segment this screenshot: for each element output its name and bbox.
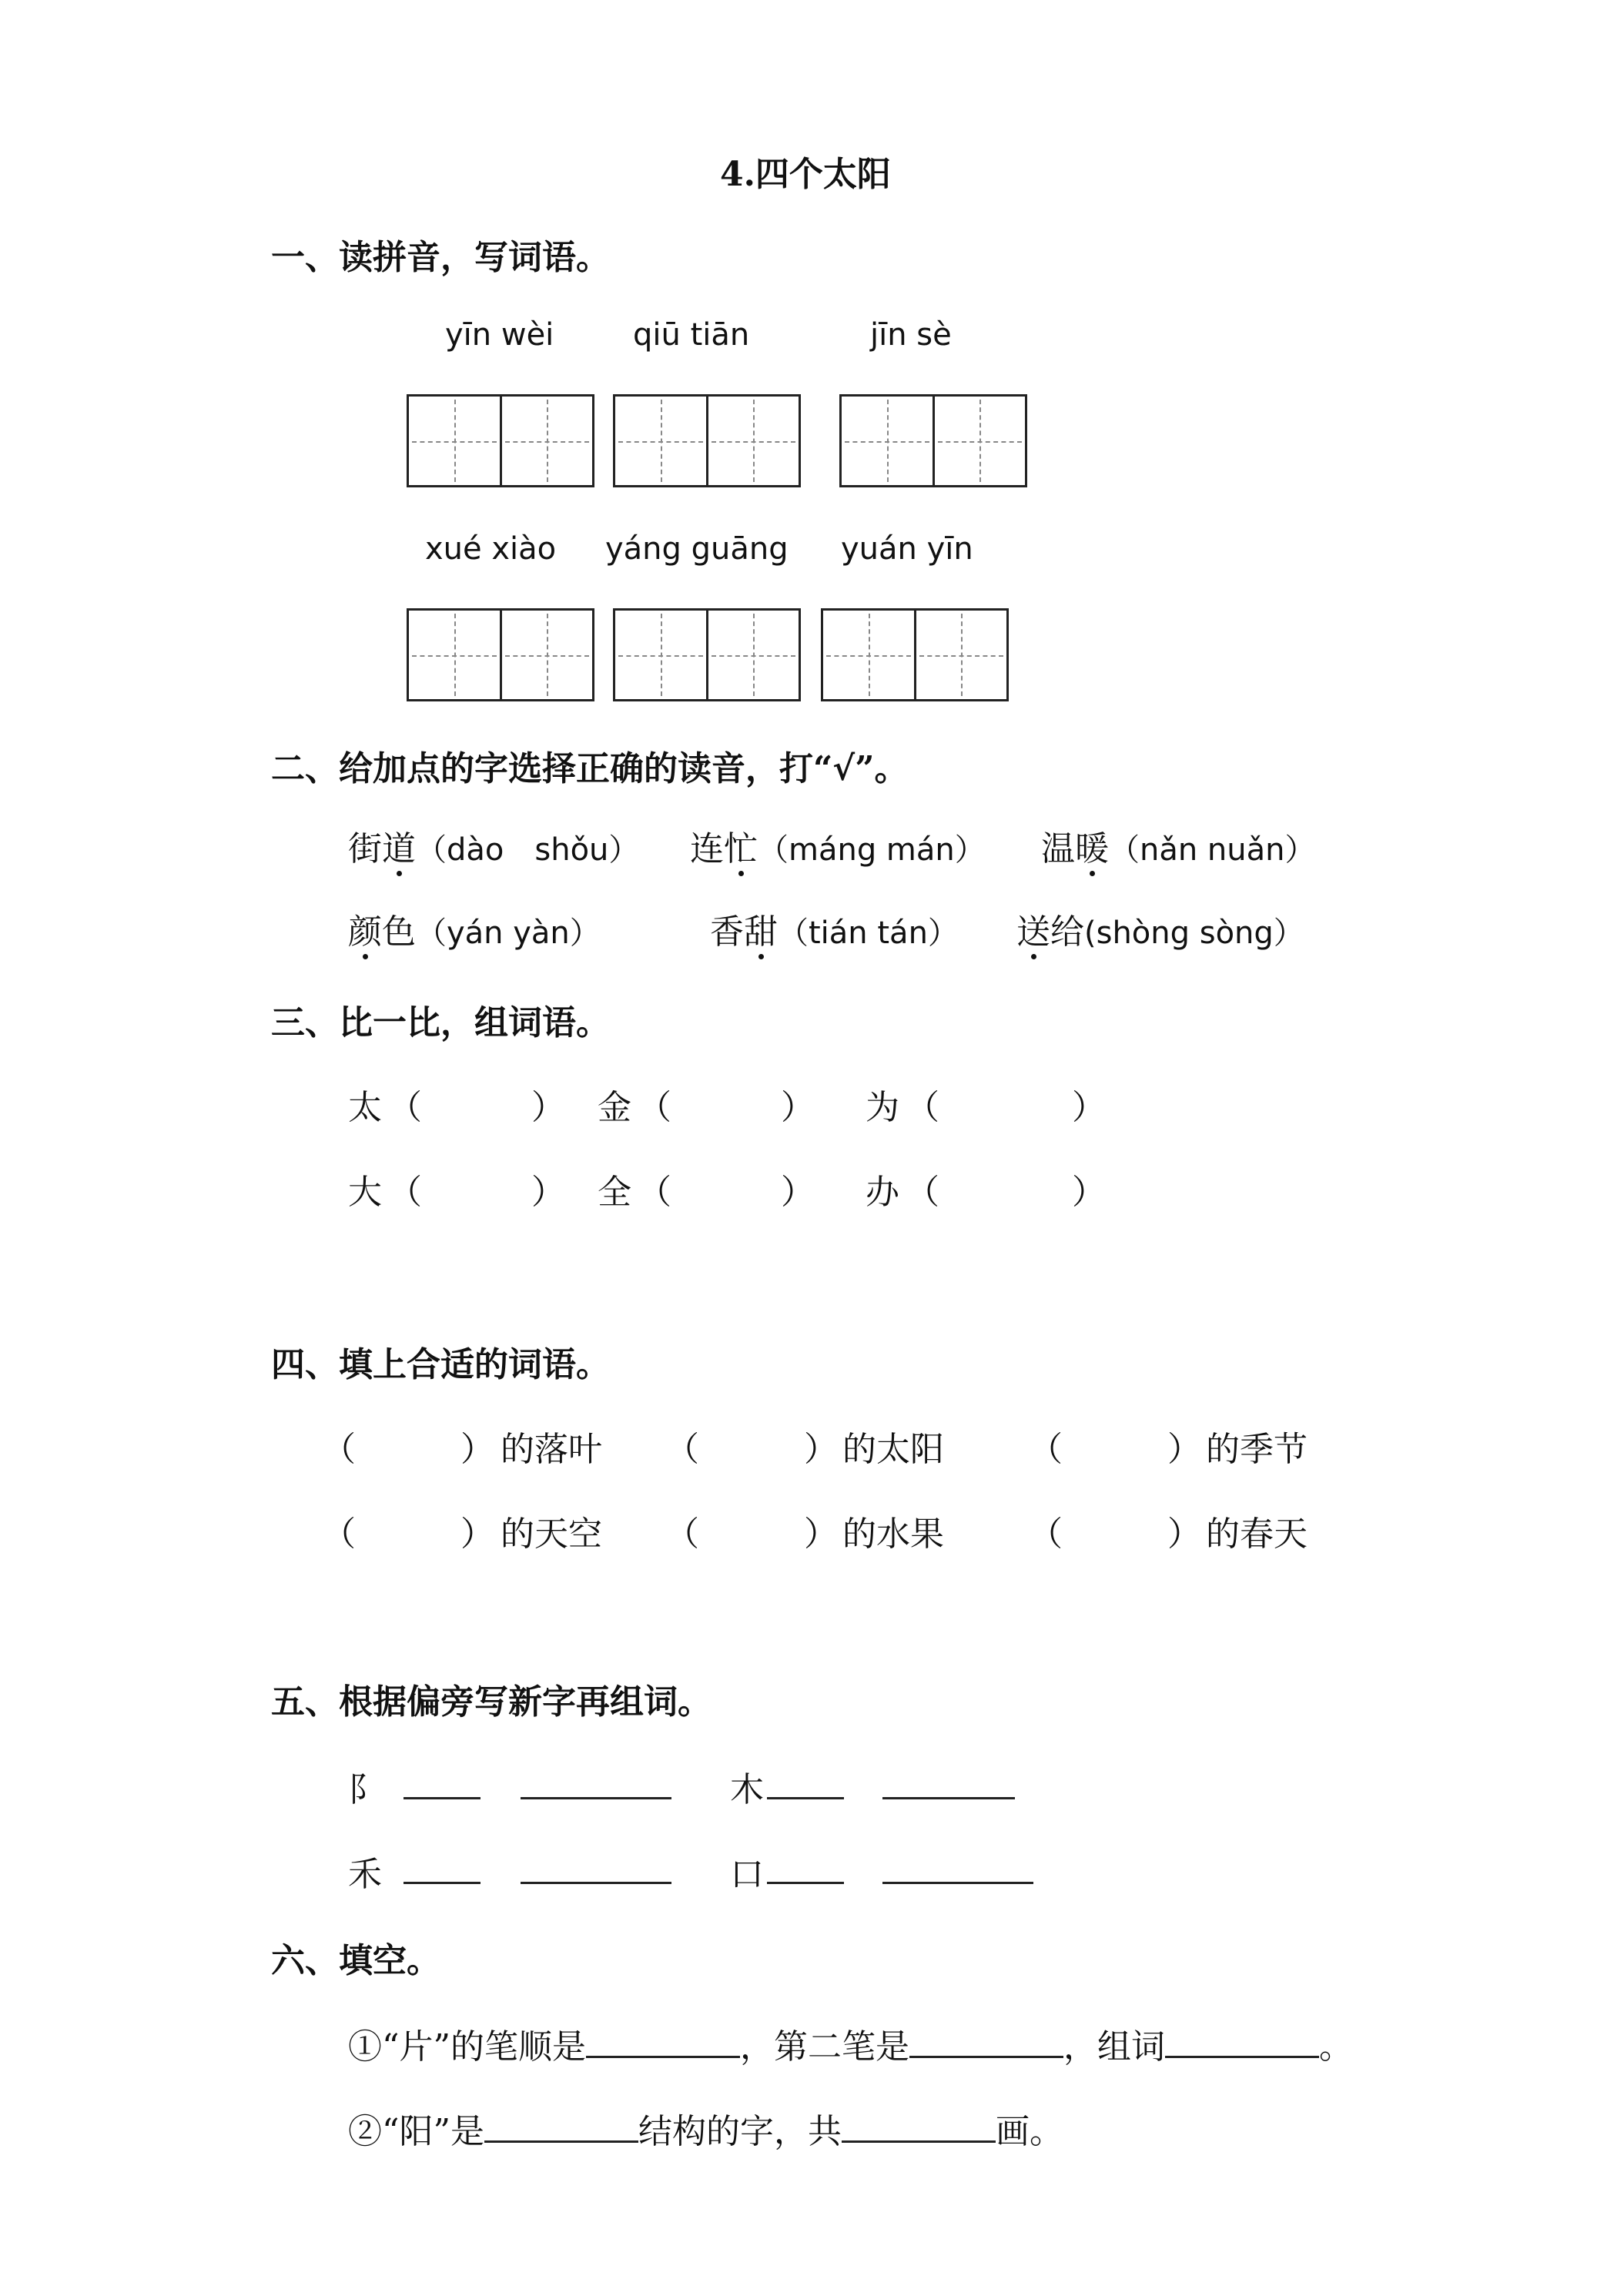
- answer-blank[interactable]: [882, 1851, 1033, 1884]
- paren-open: （: [665, 1430, 699, 1469]
- compare-char: 太: [348, 1088, 382, 1127]
- radical: 禾: [348, 1855, 382, 1894]
- answer-blank[interactable]: [403, 1766, 481, 1799]
- dotted-char: 送: [1016, 904, 1050, 953]
- paren-close: ）: [531, 1088, 565, 1127]
- pinyin-word: jīn sè: [870, 317, 952, 353]
- pinyin-options: （nǎn nuǎn）: [1109, 832, 1316, 868]
- paren-close: ）: [460, 1430, 494, 1469]
- paren-close: ）: [781, 1173, 815, 1212]
- tianzige-box[interactable]: [839, 394, 1027, 487]
- pinyin-options: (shòng sòng）: [1084, 915, 1304, 951]
- section2-heading: 二、给加点的字选择正确的读音，打“√”。: [271, 749, 909, 788]
- paren-open: （: [322, 1430, 356, 1469]
- pronunciation-item[interactable]: 街道（dào shǒu）: [348, 821, 639, 870]
- pinyin-options: （dào shǒu）: [416, 832, 640, 868]
- dotted-char: 忙: [724, 821, 758, 870]
- fill-item: 的春天: [1206, 1514, 1308, 1554]
- fill-question-2: ②“阳”是 结构的字，共 画。: [348, 2104, 1063, 2153]
- paren-close: ）: [1072, 1088, 1106, 1127]
- pinyin-word: xué xiào: [425, 531, 557, 567]
- paren-close: ）: [1167, 1430, 1201, 1469]
- answer-blank[interactable]: [882, 1766, 1015, 1799]
- compare-char: 大: [348, 1173, 382, 1212]
- answer-blank[interactable]: [1165, 2025, 1319, 2058]
- pronunciation-item[interactable]: 香甜（tián tán）: [710, 904, 959, 953]
- pinyin-word: yīn wèi: [445, 317, 554, 353]
- compare-char: 为: [866, 1088, 899, 1127]
- paren-open: （: [906, 1173, 939, 1212]
- answer-blank[interactable]: [521, 1851, 671, 1884]
- answer-blank[interactable]: [767, 1851, 844, 1884]
- pinyin-options: （máng mán）: [758, 832, 986, 868]
- tianzige-box[interactable]: [821, 608, 1009, 701]
- paren-open: （: [1029, 1514, 1063, 1554]
- tianzige-box[interactable]: [613, 394, 801, 487]
- answer-blank[interactable]: [767, 1766, 844, 1799]
- compare-char: 办: [866, 1173, 899, 1212]
- page-title: 4.四个太阳: [720, 155, 891, 194]
- dotted-char: 甜: [744, 904, 778, 953]
- answer-blank[interactable]: [909, 2025, 1063, 2058]
- tianzige-box[interactable]: [407, 394, 594, 487]
- paren-close: ）: [804, 1430, 838, 1469]
- paren-open: （: [638, 1173, 671, 1212]
- dotted-char: 道: [382, 821, 416, 870]
- answer-blank[interactable]: [403, 1851, 481, 1884]
- fill-question-1: ①“片”的笔顺是 ，第二笔是 ，组词 。: [348, 2019, 1353, 2068]
- pinyin-word: yáng guāng: [605, 531, 789, 567]
- paren-close: ）: [1167, 1514, 1201, 1554]
- answer-blank[interactable]: [842, 2110, 996, 2143]
- paren-close: ）: [804, 1514, 838, 1554]
- fill-item: 的水果: [842, 1514, 944, 1554]
- dotted-char: 暖: [1075, 821, 1109, 870]
- pronunciation-item[interactable]: 连忙（máng mán）: [690, 821, 986, 870]
- pronunciation-item[interactable]: 颜色（yán yàn）: [348, 904, 601, 953]
- paren-open: （: [322, 1514, 356, 1554]
- section5-heading: 五、根据偏旁写新字再组词。: [271, 1682, 712, 1722]
- compare-char: 金: [598, 1088, 631, 1127]
- dotted-char: 颜: [348, 904, 382, 953]
- section6-heading: 六、填空。: [271, 1941, 440, 1980]
- radical: 阝: [348, 1770, 382, 1809]
- tianzige-box[interactable]: [613, 608, 801, 701]
- paren-close: ）: [531, 1173, 565, 1212]
- pinyin-word: qiū tiān: [633, 317, 750, 353]
- radical: 口: [730, 1855, 764, 1894]
- radical: 木: [730, 1770, 764, 1809]
- paren-open: （: [388, 1173, 422, 1212]
- section1-heading: 一、读拼音，写词语。: [271, 238, 610, 277]
- paren-open: （: [1029, 1430, 1063, 1469]
- paren-open: （: [638, 1088, 671, 1127]
- tianzige-box[interactable]: [407, 608, 594, 701]
- answer-blank[interactable]: [484, 2110, 638, 2143]
- pinyin-options: （tián tán）: [778, 915, 959, 951]
- paren-close: ）: [1072, 1173, 1106, 1212]
- section4-heading: 四、填上合适的词语。: [271, 1345, 610, 1384]
- answer-blank[interactable]: [586, 2025, 740, 2058]
- paren-open: （: [388, 1088, 422, 1127]
- pronunciation-item[interactable]: 温暖（nǎn nuǎn）: [1041, 821, 1316, 870]
- paren-close: ）: [781, 1088, 815, 1127]
- fill-item: 的落叶: [501, 1430, 602, 1469]
- fill-item: 的太阳: [842, 1430, 944, 1469]
- answer-blank[interactable]: [521, 1766, 671, 1799]
- paren-open: （: [665, 1514, 699, 1554]
- pronunciation-item[interactable]: 送给(shòng sòng）: [1016, 904, 1304, 953]
- fill-item: 的季节: [1206, 1430, 1308, 1469]
- section3-heading: 三、比一比，组词语。: [271, 1003, 610, 1043]
- pinyin-word: yuán yīn: [841, 531, 973, 567]
- paren-open: （: [906, 1088, 939, 1127]
- pinyin-options: （yán yàn）: [416, 915, 601, 951]
- paren-close: ）: [460, 1514, 494, 1554]
- compare-char: 全: [598, 1173, 631, 1212]
- fill-item: 的天空: [501, 1514, 602, 1554]
